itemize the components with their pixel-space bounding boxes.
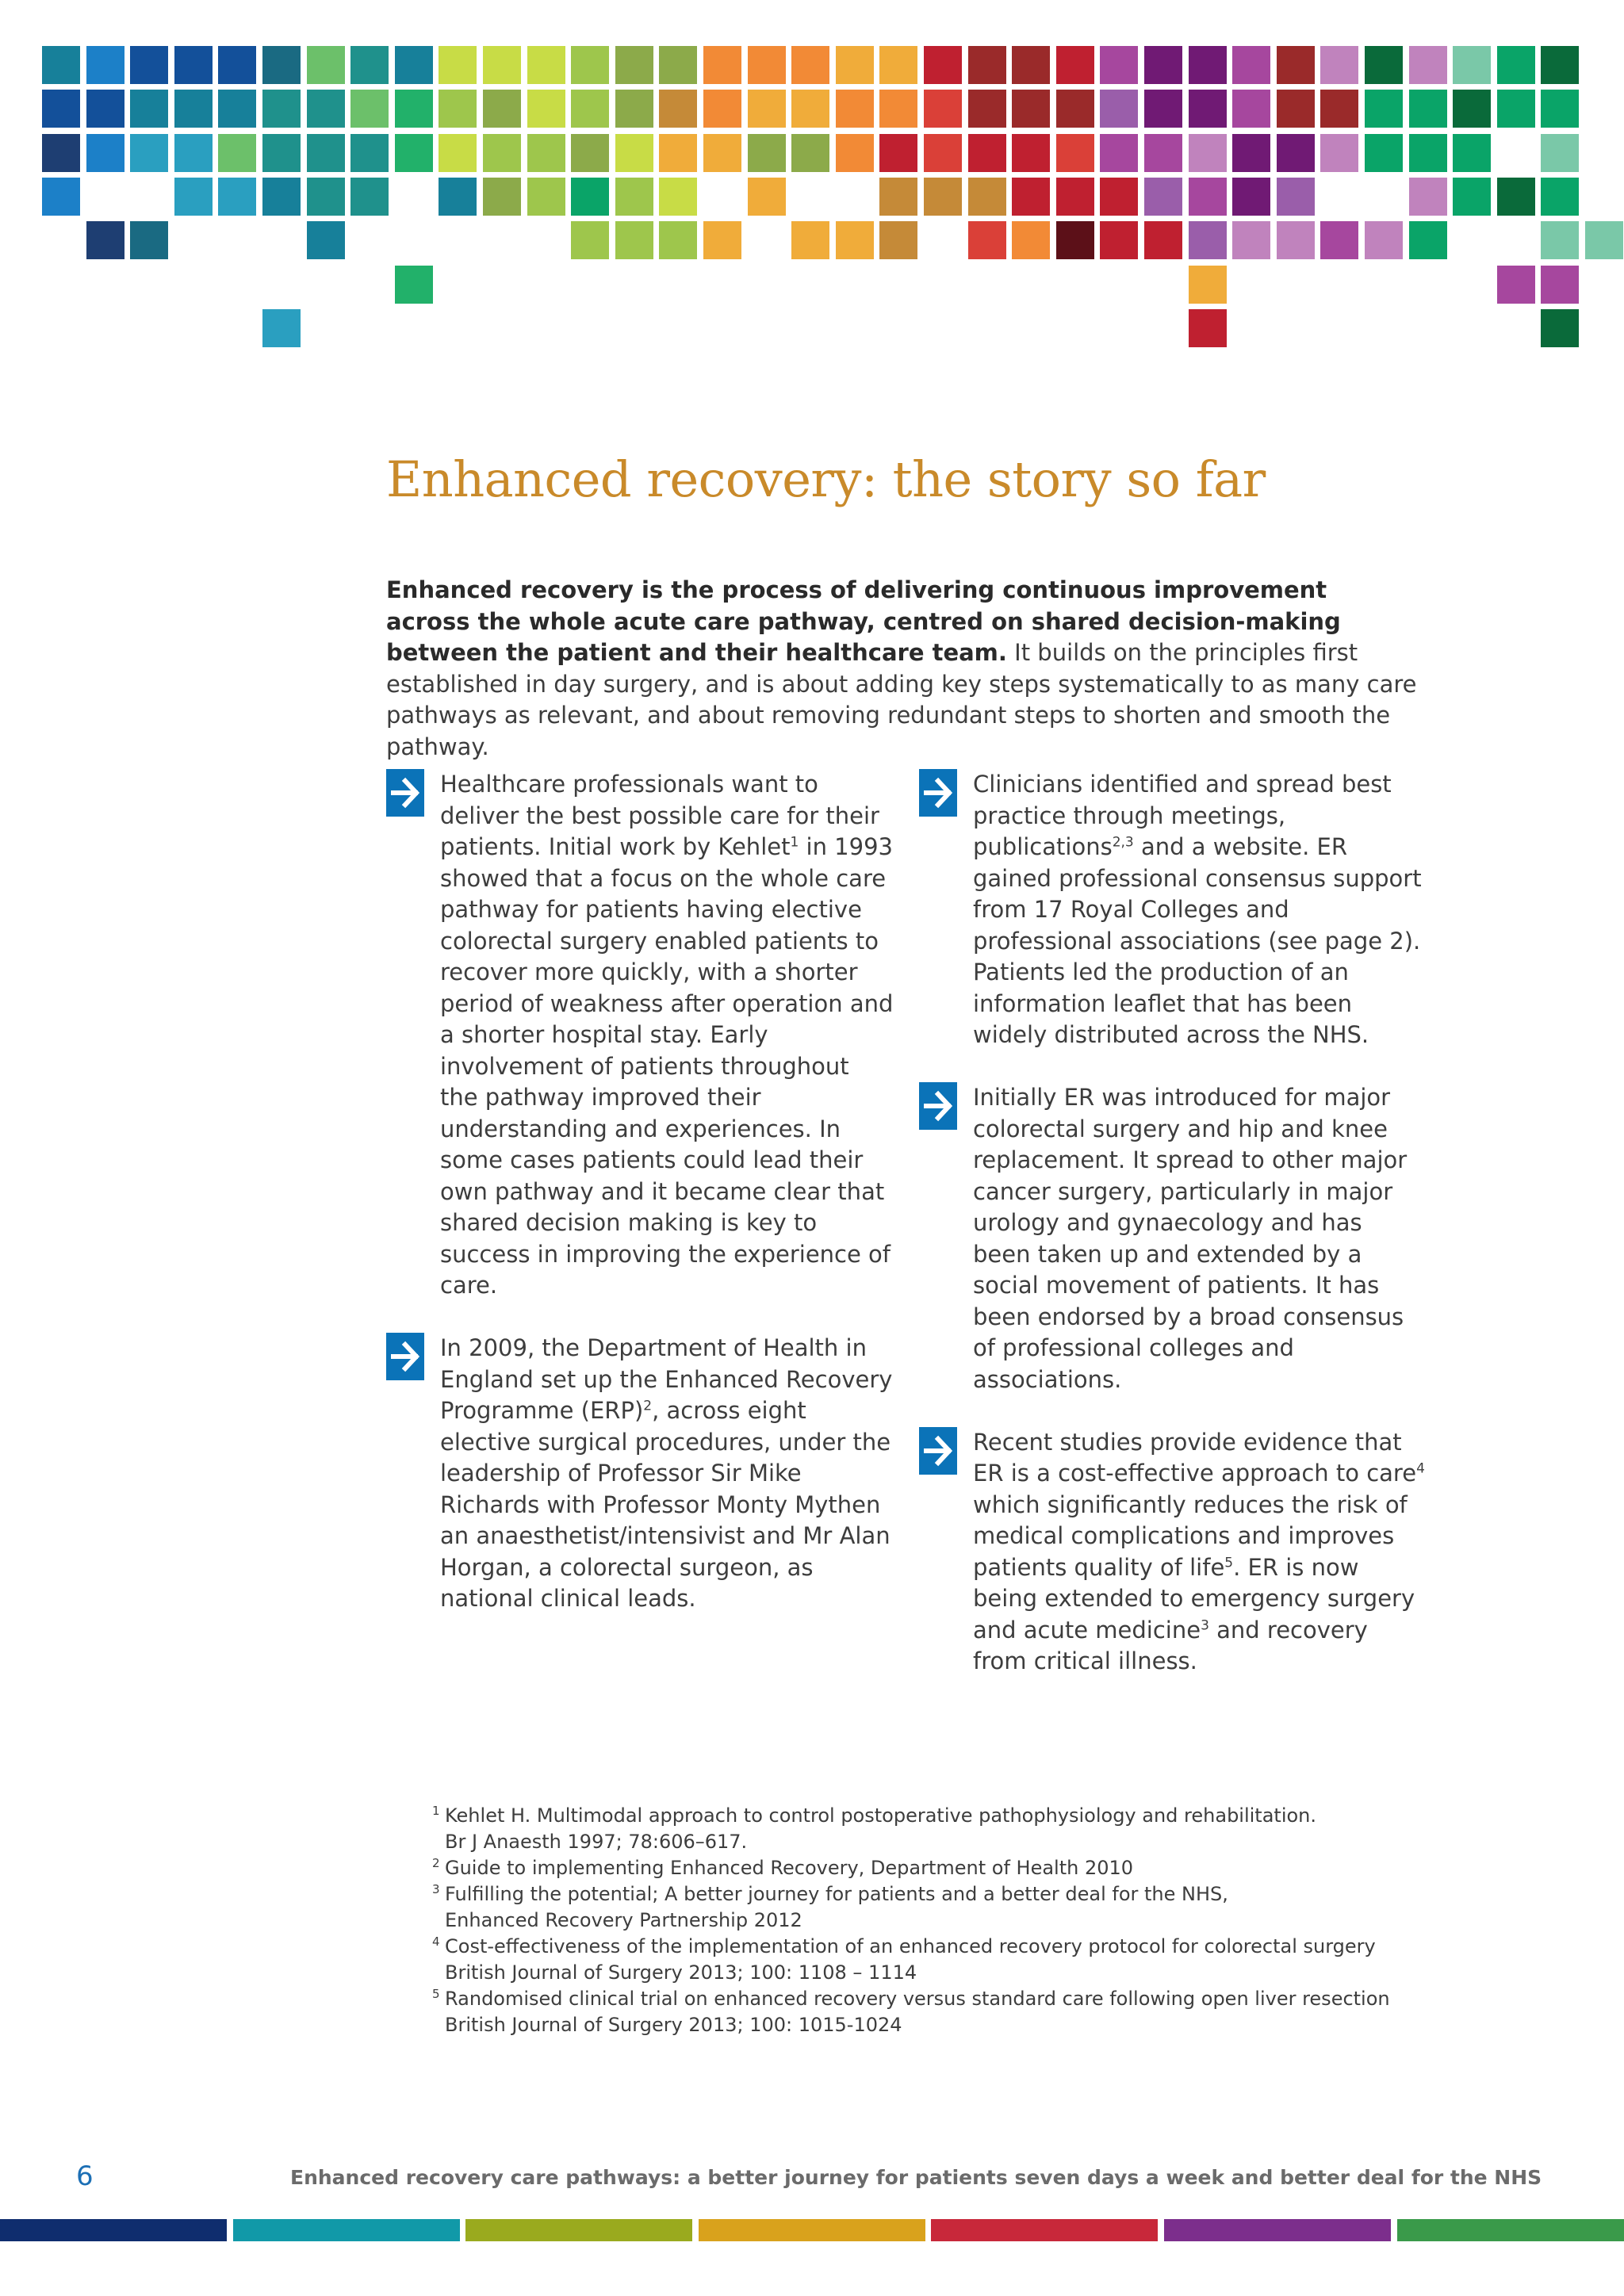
mosaic-tile (1012, 221, 1050, 259)
mosaic-tile (1320, 134, 1358, 172)
bullet-item (919, 1427, 1427, 1678)
mosaic-tile (42, 46, 80, 84)
mosaic-tile (262, 309, 301, 347)
mosaic-tile (86, 134, 124, 172)
mosaic-tile (924, 134, 962, 172)
bullet-text-segment: and a website. ER gained professional consensus support from 17 Royal Colleges and professional associations (see page 2). Patients led the production of an information leaflet that has been widely distributed across the NHS. (973, 833, 1422, 1048)
mosaic-tile (1541, 309, 1579, 347)
mosaic-tile (703, 90, 741, 128)
mosaic-tile (615, 134, 653, 172)
mosaic-tile (307, 46, 345, 84)
mosaic-tile (262, 134, 301, 172)
mosaic-tile (1100, 178, 1138, 216)
mosaic-tile (395, 266, 433, 304)
mosaic-tile (1100, 221, 1138, 259)
mosaic-tile (571, 46, 609, 84)
citation-superscript: 5 (1224, 1554, 1234, 1571)
mosaic-tile (350, 134, 389, 172)
mosaic-tile (659, 221, 697, 259)
mosaic-tile (439, 178, 477, 216)
mosaic-tile (1056, 134, 1094, 172)
mosaic-tile (1144, 178, 1182, 216)
mosaic-tile (1409, 134, 1447, 172)
mosaic-tile (1541, 90, 1579, 128)
mosaic-tile (262, 46, 301, 84)
mosaic-tile (42, 178, 80, 216)
mosaic-tile (1365, 221, 1403, 259)
mosaic-tile (879, 46, 917, 84)
mosaic-tile (262, 178, 301, 216)
bullet-text (973, 1082, 1427, 1395)
bullet-text-segment: , across eight elective surgical procedures, under the leadership of Professor Sir Mike Richards with Professor Monty Mythen an anaesthetist/intensivist and Mr Alan Horgan, a colorectal surgeon, as national clinical leads. (440, 1397, 891, 1612)
mosaic-tile (1189, 221, 1227, 259)
mosaic-tile (571, 90, 609, 128)
mosaic-tile (1277, 178, 1315, 216)
footer-color-bars (0, 2219, 1624, 2241)
mosaic-tile (1409, 90, 1447, 128)
bullet-text-segment: and recovery from critical illness. (973, 1616, 1368, 1674)
bullet-text (440, 1333, 894, 1615)
mosaic-tile (1100, 134, 1138, 172)
footnote-line: Br J Anaesth 1997; 78:606–617. (445, 1831, 748, 1853)
mosaic-tile (791, 221, 829, 259)
arrow-right-icon (919, 1427, 957, 1475)
bullet-text (440, 769, 894, 1302)
bullet-text-segment: . ER is now being extended to emergency surgery and acute medicine (973, 1553, 1415, 1644)
mosaic-tile (307, 90, 345, 128)
mosaic-tile (879, 90, 917, 128)
footer-color-bar (1397, 2219, 1624, 2241)
mosaic-tile (1144, 134, 1182, 172)
mosaic-tile (703, 46, 741, 84)
mosaic-tile (571, 134, 609, 172)
bullet-text (973, 1427, 1427, 1678)
mosaic-tile (748, 134, 786, 172)
mosaic-tile (968, 178, 1006, 216)
bullet-text-segment: Clinicians identified and spread best practice through meetings, publications (973, 771, 1392, 860)
mosaic-tile (218, 134, 256, 172)
mosaic-tile (1497, 178, 1535, 216)
page-title: Enhanced recovery: the story so far (386, 450, 1266, 508)
mosaic-tile (174, 46, 213, 84)
mosaic-tile (1453, 134, 1491, 172)
footnotes (432, 1803, 1463, 2038)
mosaic-tile (659, 46, 697, 84)
mosaic-tile (218, 46, 256, 84)
mosaic-tile (483, 90, 521, 128)
mosaic-tile (1409, 178, 1447, 216)
mosaic-tile (791, 90, 829, 128)
footer-color-bar (465, 2219, 692, 2241)
mosaic-tile (1189, 90, 1227, 128)
mosaic-tile (1189, 134, 1227, 172)
mosaic-tile (924, 90, 962, 128)
footer-color-bar (699, 2219, 925, 2241)
footnote-line: Cost-effectiveness of the implementation of an enhanced recovery protocol for colorectal surgery (445, 1935, 1376, 1957)
mosaic-tile (748, 178, 786, 216)
mosaic-tile (1277, 221, 1315, 259)
mosaic-tile (42, 90, 80, 128)
mosaic-tile (1189, 309, 1227, 347)
mosaic-tile (1365, 134, 1403, 172)
citation-superscript: 3 (1201, 1617, 1209, 1633)
bullet-item (919, 1082, 1427, 1395)
mosaic-tile (1012, 90, 1050, 128)
mosaic-tile (130, 46, 168, 84)
mosaic-tile (615, 46, 653, 84)
mosaic-tile (924, 178, 962, 216)
citation-superscript: 1 (790, 834, 799, 851)
arrow-right-icon (919, 1082, 957, 1130)
arrow-right-icon (919, 769, 957, 817)
mosaic-tile (218, 178, 256, 216)
mosaic-tile (924, 46, 962, 84)
mosaic-tile (527, 90, 565, 128)
citation-superscript: 4 (1416, 1460, 1425, 1477)
mosaic-tile (836, 221, 874, 259)
mosaic-tile (1497, 90, 1535, 128)
mosaic-tile (174, 178, 213, 216)
mosaic-tile (879, 221, 917, 259)
bullet-item (386, 769, 894, 1302)
mosaic-tile (439, 46, 477, 84)
mosaic-tile (1497, 46, 1535, 84)
mosaic-tile (1012, 178, 1050, 216)
footnote: 2 Guide to implementing Enhanced Recovery, Department of Health 2010 (432, 1855, 1463, 1881)
mosaic-tile (1409, 46, 1447, 84)
bullet-item (919, 769, 1427, 1051)
mosaic-tile (748, 46, 786, 84)
mosaic-tile (791, 46, 829, 84)
mosaic-tile (615, 90, 653, 128)
mosaic-tile (439, 134, 477, 172)
mosaic-tile (1277, 90, 1315, 128)
mosaic-tile (1232, 221, 1270, 259)
left-column (386, 769, 894, 1646)
mosaic-tile (483, 134, 521, 172)
mosaic-tile (1232, 178, 1270, 216)
mosaic-tile (1232, 134, 1270, 172)
mosaic-tile (1189, 178, 1227, 216)
mosaic-tile (86, 90, 124, 128)
mosaic-tile (703, 134, 741, 172)
mosaic-tile (968, 134, 1006, 172)
mosaic-tile (350, 90, 389, 128)
mosaic-tile (1453, 46, 1491, 84)
mosaic-tile (1453, 178, 1491, 216)
mosaic-tile (262, 90, 301, 128)
mosaic-tile (439, 90, 477, 128)
footnote-line: Kehlet H. Multimodal approach to control postoperative pathophysiology and rehabilitation. (445, 1804, 1317, 1827)
citation-superscript: 2 (643, 1398, 653, 1414)
mosaic-tile (1541, 178, 1579, 216)
mosaic-tile (615, 178, 653, 216)
mosaic-tile (1497, 266, 1535, 304)
intro-bold-lead: Enhanced recovery is the process of delivering continuous improvement across the whole acute care pathway, centred on shared decision-making between the patient and their healthcare team. (386, 576, 1341, 666)
mosaic-tile (174, 134, 213, 172)
mosaic-tile (307, 221, 345, 259)
footnote-line: British Journal of Surgery 2013; 100: 1108 – 1114 (445, 1961, 917, 1984)
mosaic-tile (659, 178, 697, 216)
bullet-text-segment: Recent studies provide evidence that ER is a cost-effective approach to care (973, 1428, 1417, 1487)
mosaic-tile (1541, 46, 1579, 84)
mosaic-tile (307, 134, 345, 172)
mosaic-tile (968, 90, 1006, 128)
mosaic-tile (968, 221, 1006, 259)
mosaic-tile (571, 221, 609, 259)
mosaic-tile (968, 46, 1006, 84)
mosaic-tile (395, 90, 433, 128)
mosaic-tile (836, 46, 874, 84)
mosaic-tile (42, 134, 80, 172)
mosaic-tile (1585, 221, 1623, 259)
running-footer: Enhanced recovery care pathways: a better journey for patients seven days a week and better deal for the NHS (290, 2166, 1542, 2189)
mosaic-tile (1232, 90, 1270, 128)
mosaic-tile (130, 134, 168, 172)
mosaic-tile (1320, 46, 1358, 84)
mosaic-tile (1320, 90, 1358, 128)
intro-body: It builds on the principles first established in day surgery, and is about adding key steps systematically to as many care pathways as relevant, and about removing redundant steps to shorten and smooth the pathway. (386, 639, 1417, 760)
mosaic-tile (86, 46, 124, 84)
mosaic-tile (527, 178, 565, 216)
bullet-text-segment: Healthcare professionals want to deliver the best possible care for their patients. Initial work by Kehlet (440, 771, 879, 860)
mosaic-tile (1100, 46, 1138, 84)
footer-color-bar (931, 2219, 1158, 2241)
mosaic-tile (1189, 46, 1227, 84)
bullet-text (973, 769, 1427, 1051)
mosaic-tile (748, 90, 786, 128)
mosaic-tile (130, 221, 168, 259)
footer-color-bar (1164, 2219, 1391, 2241)
mosaic-tile (527, 46, 565, 84)
mosaic-tile (1144, 90, 1182, 128)
mosaic-tile (1056, 90, 1094, 128)
mosaic-tile (350, 46, 389, 84)
footer-color-bar (0, 2219, 227, 2241)
bullet-text-segment: in 1993 showed that a focus on the whole care pathway for patients having elective colorectal surgery enabled patients to recover more quickly, with a shorter period of weakness after operation and a shorter hospital stay. Early involvement of patients throughout the pathway improved their understanding and experiences. In some cases patients could lead their own pathway and it became clear that shared decision making is key to success in improving the experience of care. (440, 833, 894, 1299)
mosaic-tile (1189, 266, 1227, 304)
mosaic-tile (1012, 134, 1050, 172)
mosaic-tile (218, 90, 256, 128)
mosaic-tile (1320, 221, 1358, 259)
mosaic-tile (1100, 90, 1138, 128)
mosaic-tile (1541, 134, 1579, 172)
footnote: 1 Kehlet H. Multimodal approach to control postoperative pathophysiology and rehabilitation. Br J Anaesth 1997; 78:606–617. (432, 1803, 1463, 1855)
intro-paragraph (386, 575, 1417, 763)
mosaic-tile (1365, 46, 1403, 84)
mosaic-tile (1144, 221, 1182, 259)
mosaic-tile (659, 134, 697, 172)
footnote-line: Enhanced Recovery Partnership 2012 (445, 1909, 802, 1931)
mosaic-tile (307, 178, 345, 216)
footnote: 3 Fulfilling the potential; A better journey for patients and a better deal for the NHS, Enhanced Recovery Partnership 2012 (432, 1881, 1463, 1934)
mosaic-tile (395, 46, 433, 84)
mosaic-tile (1012, 46, 1050, 84)
mosaic-tile (879, 178, 917, 216)
mosaic-tile (836, 90, 874, 128)
arrow-right-icon (386, 1333, 424, 1380)
mosaic-tile (1453, 90, 1491, 128)
mosaic-tile (1365, 90, 1403, 128)
mosaic-tile (130, 90, 168, 128)
header-mosaic (0, 0, 1624, 365)
mosaic-tile (836, 134, 874, 172)
mosaic-tile (615, 221, 653, 259)
mosaic-tile (483, 46, 521, 84)
page-number: 6 (76, 2160, 94, 2192)
mosaic-tile (1056, 221, 1094, 259)
footnote: 5 Randomised clinical trial on enhanced recovery versus standard care following open liver resection British Journal of Surgery 2013; 100: 1015-1024 (432, 1986, 1463, 2038)
mosaic-tile (703, 221, 741, 259)
footnote-line: British Journal of Surgery 2013; 100: 1015-1024 (445, 2014, 902, 2036)
mosaic-tile (1277, 134, 1315, 172)
mosaic-tile (791, 134, 829, 172)
bullet-text-segment: In 2009, the Department of Health in England set up the Enhanced Recovery Programme (ERP) (440, 1334, 893, 1424)
footnote-line: Randomised clinical trial on enhanced recovery versus standard care following open liver resection (445, 1988, 1390, 2010)
mosaic-tile (174, 90, 213, 128)
footnote: 4 Cost-effectiveness of the implementation of an enhanced recovery protocol for colorectal surgery British Journal of Surgery 2013; 100: 1108 – 1114 (432, 1934, 1463, 1986)
mosaic-tile (1277, 46, 1315, 84)
mosaic-tile (1541, 221, 1579, 259)
mosaic-tile (1144, 46, 1182, 84)
mosaic-tile (659, 90, 697, 128)
mosaic-tile (395, 134, 433, 172)
mosaic-tile (1056, 178, 1094, 216)
right-column (919, 769, 1427, 1709)
mosaic-tile (527, 134, 565, 172)
mosaic-tile (571, 178, 609, 216)
mosaic-tile (1409, 221, 1447, 259)
citation-superscript: 2,3 (1112, 834, 1134, 851)
footnote-line: Guide to implementing Enhanced Recovery, Department of Health 2010 (445, 1857, 1134, 1879)
mosaic-tile (1541, 266, 1579, 304)
bullet-text-segment: which significantly reduces the risk of medical complications and improves patients quality of life (973, 1490, 1408, 1581)
bullet-text-segment: Initially ER was introduced for major colorectal surgery and hip and knee replacement. It spread to other major cancer surgery, particularly in major urology and gynaecology and has been taken up and extended by a social movement of patients. It has been endorsed by a broad consensus of professional colleges and associations. (973, 1084, 1408, 1393)
mosaic-tile (86, 221, 124, 259)
footer-color-bar (233, 2219, 460, 2241)
bullet-item (386, 1333, 894, 1615)
mosaic-tile (483, 178, 521, 216)
footnote-line: Fulfilling the potential; A better journey for patients and a better deal for the NHS, (445, 1883, 1228, 1905)
arrow-right-icon (386, 769, 424, 817)
mosaic-tile (350, 178, 389, 216)
mosaic-tile (879, 134, 917, 172)
mosaic-tile (1232, 46, 1270, 84)
mosaic-tile (1056, 46, 1094, 84)
